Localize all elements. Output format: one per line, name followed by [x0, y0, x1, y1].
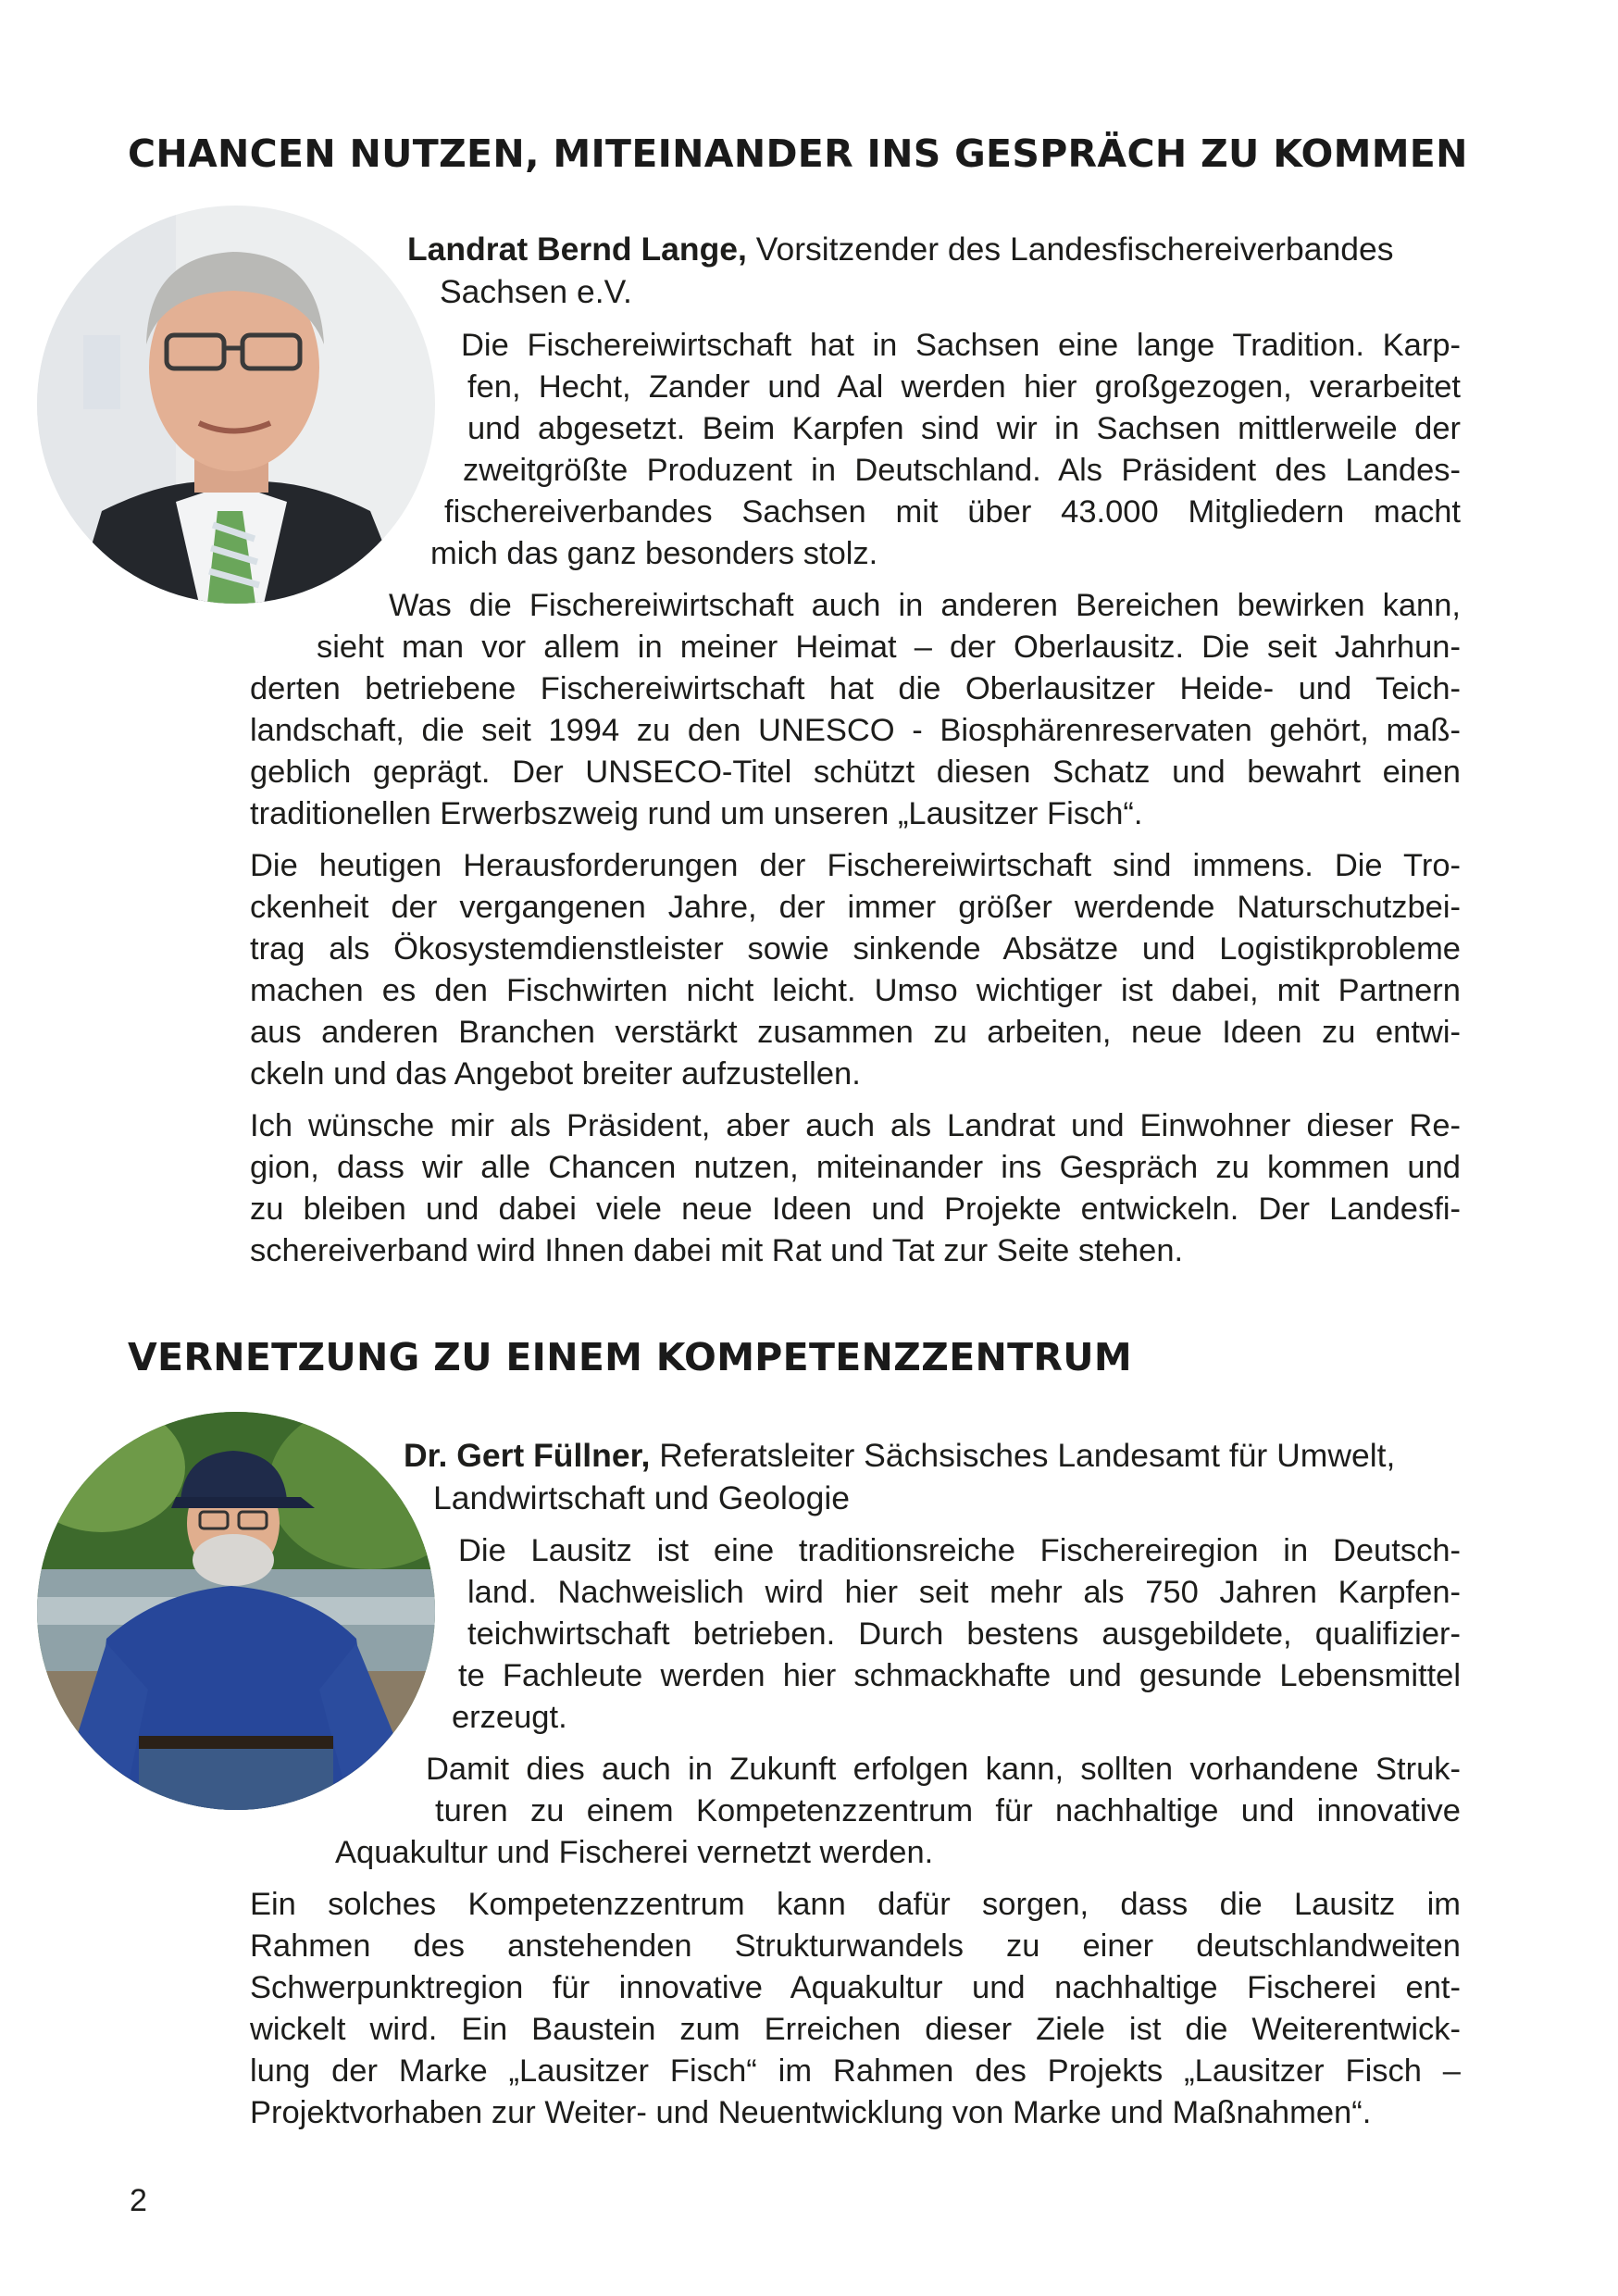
intro-line: Landwirtschaft und Geologie	[433, 1479, 850, 1516]
body-line: gion, dass wir alle Chancen nutzen, miteinander ins Gespräch zu kommen und	[250, 1150, 1461, 1185]
body-line: sieht man vor allem in meiner Heimat – der Oberlausitz. Die seit Jahrhun-	[317, 630, 1461, 665]
page-number: 2	[130, 2183, 147, 2218]
body-line: Was die Fischereiwirtschaft auch in anderen Bereichen bewirken kann,	[389, 588, 1461, 623]
body-line: Ich wünsche mir als Präsident, aber auch als Landrat und Einwohner dieser Re-	[250, 1108, 1461, 1143]
body-line: ckenheit der vergangenen Jahre, der immer größer werdende Naturschutzbei-	[250, 890, 1461, 925]
body-line: und abgesetzt. Beim Karpfen sind wir in Sachsen mittlerweile der	[467, 411, 1461, 446]
portrait-bernd-lange	[37, 206, 435, 604]
body-line: traditionellen Erwerbszweig rund um unseren „Lausitzer Fisch“.	[250, 796, 1143, 831]
body-line: Die heutigen Herausforderungen der Fischereiwirtschaft sind immens. Die Tro-	[250, 848, 1461, 883]
body-line: fischereiverbandes Sachsen mit über 43.000 Mitgliedern macht	[444, 494, 1461, 530]
portrait-gert-fuellner	[37, 1412, 435, 1810]
body-line: teichwirtschaft betrieben. Durch bestens ausgebildete, qualifizier-	[467, 1616, 1461, 1652]
body-line: trag als Ökosystemdienstleister sowie sinkende Absätze und Logistikprobleme	[250, 931, 1461, 967]
section-heading-1: CHANCEN NUTZEN, MITEINANDER INS GESPRÄCH ZU KOMMEN	[128, 131, 1468, 176]
body-line: Die Lausitz ist eine traditionsreiche Fischereiregion in Deutsch-	[458, 1533, 1461, 1568]
body-line: Ein solches Kompetenzzentrum kann dafür sorgen, dass die Lausitz im	[250, 1887, 1461, 1922]
body-line: schereiverband wird Ihnen dabei mit Rat und Tat zur Seite stehen.	[250, 1233, 1184, 1268]
section-heading-2: VERNETZUNG ZU EINEM KOMPETENZZENTRUM	[128, 1335, 1132, 1379]
body-line: te Fachleute werden hier schmackhafte und gesunde Lebensmittel	[458, 1658, 1461, 1693]
body-line: Projektvorhaben zur Weiter- und Neuentwicklung von Marke und Maßnahmen“.	[250, 2095, 1372, 2130]
body-line: machen es den Fischwirten nicht leicht. Umso wichtiger ist dabei, mit Partnern	[250, 973, 1461, 1008]
intro-line: Dr. Gert Füllner, Referatsleiter Sächsisches Landesamt für Umwelt,	[404, 1437, 1396, 1474]
body-line: turen zu einem Kompetenzzentrum für nachhaltige und innovative	[435, 1793, 1461, 1828]
body-line: landschaft, die seit 1994 zu den UNESCO - Biosphärenreservaten gehört, maß-	[250, 713, 1461, 748]
intro-line: Landrat Bernd Lange, Vorsitzender des Landesfischereiverbandes	[407, 231, 1394, 268]
body-line: Schwerpunktregion für innovative Aquakultur und nachhaltige Fischerei ent-	[250, 1970, 1461, 2005]
body-line: zu bleiben und dabei viele neue Ideen und Projekte entwickeln. Der Landesfi-	[250, 1192, 1461, 1227]
body-line: mich das ganz besonders stolz.	[430, 536, 878, 571]
body-line: erzeugt.	[452, 1700, 567, 1735]
body-line: zweitgrößte Produzent in Deutschland. Als Präsident des Landes-	[463, 453, 1461, 488]
body-line: aus anderen Branchen verstärkt zusammen zu arbeiten, neue Ideen zu entwi-	[250, 1015, 1461, 1050]
body-line: lung der Marke „Lausitzer Fisch“ im Rahmen des Projekts „Lausitzer Fisch –	[250, 2053, 1461, 2089]
intro-line: Sachsen e.V.	[440, 273, 632, 310]
body-line: fen, Hecht, Zander und Aal werden hier großgezogen, verarbeitet	[467, 369, 1461, 405]
body-line: Die Fischereiwirtschaft hat in Sachsen eine lange Tradition. Karp-	[461, 328, 1461, 363]
body-line: derten betriebene Fischereiwirtschaft hat die Oberlausitzer Heide- und Teich-	[250, 671, 1461, 706]
body-line: Aquakultur und Fischerei vernetzt werden.	[335, 1835, 934, 1870]
body-line: Damit dies auch in Zukunft erfolgen kann, sollten vorhandene Struk-	[426, 1752, 1461, 1787]
body-line: wickelt wird. Ein Baustein zum Erreichen dieser Ziele ist die Weiterentwick-	[250, 2012, 1461, 2047]
body-line: land. Nachweislich wird hier seit mehr als 750 Jahren Karpfen-	[467, 1575, 1461, 1610]
body-line: ckeln und das Angebot breiter aufzustellen.	[250, 1056, 861, 1092]
body-line: geblich geprägt. Der UNSECO-Titel schützt diesen Schatz und bewahrt einen	[250, 755, 1461, 790]
body-line: Rahmen des anstehenden Strukturwandels zu einer deutschlandweiten	[250, 1928, 1461, 1964]
